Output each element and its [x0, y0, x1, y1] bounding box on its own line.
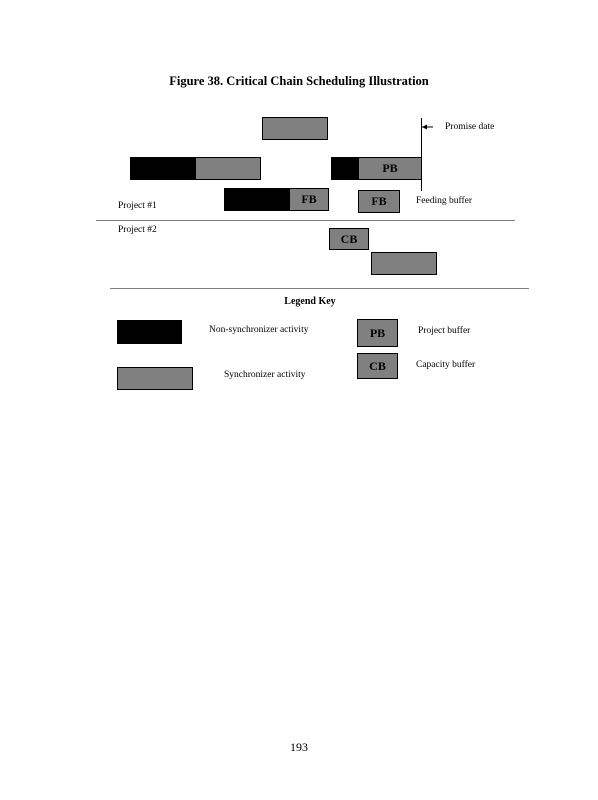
page-number: 193 — [290, 740, 308, 754]
project-2-label: Project #2 — [118, 225, 157, 235]
feeding-buffer-label: FB — [301, 192, 317, 206]
project-buffer-label: PB — [382, 161, 398, 175]
non-synchronizer-activity-2 — [331, 157, 359, 180]
legend-project-buffer-box-label: PB — [369, 325, 386, 340]
capacity-buffer-label: CB — [340, 231, 358, 246]
project-1-label: Project #1 — [118, 201, 157, 211]
project-separator-line — [96, 220, 515, 221]
non-synchronizer-activity-1 — [130, 157, 196, 180]
feeding-buffer-callout-text: Feeding buffer — [416, 196, 473, 206]
legend-project-buffer-label: Project buffer — [418, 326, 471, 336]
legend-synchronizer-label: Synchronizer activity — [224, 370, 306, 380]
synchronizer-activity-top — [262, 117, 328, 140]
legend-synchronizer-swatch — [117, 367, 193, 390]
legend-non-synchronizer-label: Non-synchronizer activity — [209, 325, 309, 335]
non-synchronizer-activity-3 — [224, 188, 290, 211]
legend-capacity-buffer-label: Capacity buffer — [416, 360, 476, 370]
legend-capacity-buffer-box-label: CB — [369, 358, 386, 373]
promise-date-label: Promise date — [445, 122, 495, 132]
promise-date-arrow-icon — [421, 122, 433, 132]
legend-separator-line — [110, 288, 529, 289]
synchronizer-activity-project-2 — [371, 252, 437, 275]
legend-title: Legend Key — [284, 296, 336, 307]
feeding-buffer-callout-box-label: FB — [371, 194, 387, 208]
legend-non-synchronizer-swatch — [117, 320, 182, 344]
figure-title: Figure 38. Critical Chain Scheduling Illustration — [169, 74, 429, 88]
synchronizer-activity-1 — [195, 157, 261, 180]
